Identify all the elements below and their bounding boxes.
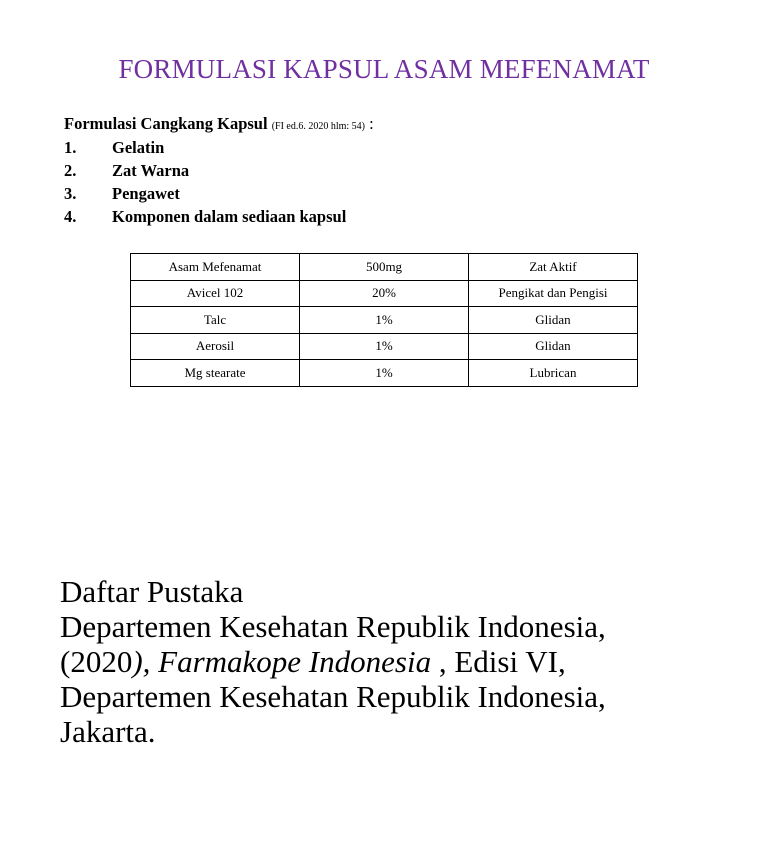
table-cell: Avicel 102 xyxy=(131,280,300,307)
section-reference: (FI ed.6. 2020 hlm: 54) xyxy=(271,121,366,132)
reference-line: Jakarta. xyxy=(60,714,156,749)
table-cell: Lubrican xyxy=(469,360,638,387)
list-item-text: Gelatin xyxy=(112,138,165,157)
list-item xyxy=(64,159,346,182)
section-colon: : xyxy=(369,114,374,133)
reference-year: (2020 xyxy=(60,644,133,679)
list-item-text: Pengawet xyxy=(112,184,180,203)
reference-line: Departemen Kesehatan Republik Indonesia, xyxy=(60,609,606,644)
list-item xyxy=(64,182,346,205)
table-cell: 1% xyxy=(300,333,469,360)
table-cell: Mg stearate xyxy=(131,360,300,387)
table-row xyxy=(131,254,638,281)
table-row xyxy=(131,280,638,307)
list-item-number: 4. xyxy=(64,207,77,226)
list-item xyxy=(64,136,346,159)
reference-separator: ), xyxy=(132,644,159,679)
references-section xyxy=(60,574,606,749)
list-item-text: Zat Warna xyxy=(112,161,190,180)
document-title: FORMULASI KAPSUL ASAM MEFENAMAT xyxy=(118,54,650,84)
table-cell: 1% xyxy=(300,360,469,387)
section-heading xyxy=(64,114,374,134)
table-cell: Zat Aktif xyxy=(469,254,638,281)
table-row xyxy=(131,360,638,387)
section-heading-text: Formulasi Cangkang Kapsul xyxy=(64,114,268,133)
table-cell: 20% xyxy=(300,280,469,307)
formulation-table xyxy=(130,253,638,387)
reference-book-title: Farmakope Indonesia xyxy=(158,644,432,679)
table-cell: Asam Mefenamat xyxy=(131,254,300,281)
list-item-number: 3. xyxy=(64,184,77,203)
table-row xyxy=(131,333,638,360)
list-item xyxy=(64,205,346,228)
table-cell: 500mg xyxy=(300,254,469,281)
table-row xyxy=(131,307,638,334)
table-cell: Glidan xyxy=(469,307,638,334)
list-item-number: 1. xyxy=(64,138,77,157)
list-item-text: Komponen dalam sediaan kapsul xyxy=(112,207,347,226)
component-list xyxy=(64,136,346,228)
reference-edition: , Edisi VI, xyxy=(431,644,566,679)
references-heading: Daftar Pustaka xyxy=(60,574,244,609)
formulation-table-wrapper xyxy=(130,253,638,387)
table-cell: Talc xyxy=(131,307,300,334)
table-cell: Aerosil xyxy=(131,333,300,360)
table-cell: Pengikat dan Pengisi xyxy=(469,280,638,307)
reference-line: Departemen Kesehatan Republik Indonesia, xyxy=(60,679,606,714)
table-cell: Glidan xyxy=(469,333,638,360)
table-cell: 1% xyxy=(300,307,469,334)
reference-line xyxy=(60,644,606,679)
list-item-number: 2. xyxy=(64,161,77,180)
